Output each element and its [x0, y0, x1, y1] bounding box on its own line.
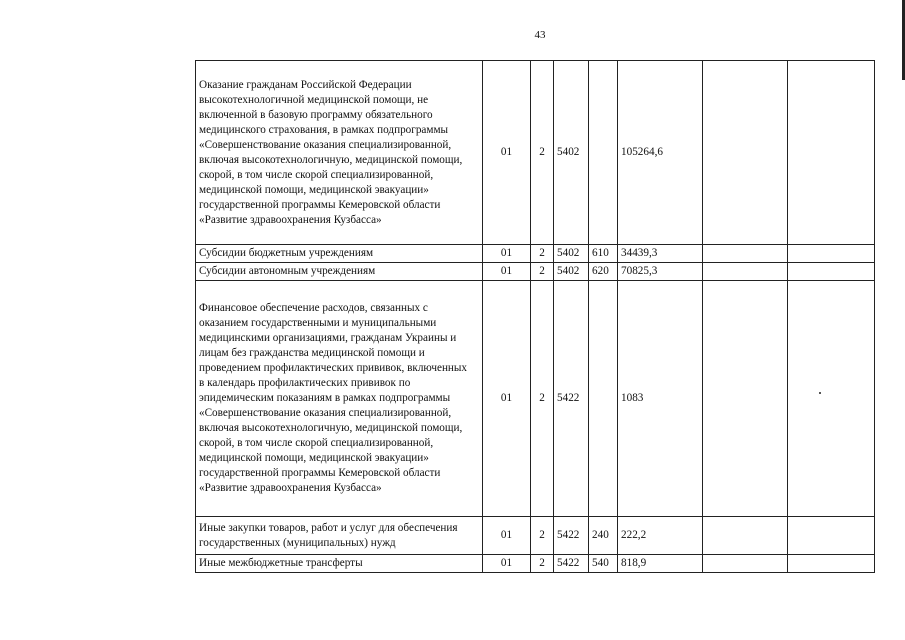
row-program-code: 01 [483, 245, 531, 263]
row-direction-code: 5402 [554, 263, 589, 281]
row-name: Иные закупки товаров, работ и услуг для обеспечения государственных (муниципальных) нужд [196, 517, 483, 555]
row-subprogram-code: 2 [531, 263, 554, 281]
row-amount: 222,2 [618, 517, 703, 555]
row-subprogram-code: 2 [531, 517, 554, 555]
row-program-code: 01 [483, 281, 531, 517]
row-empty-cell [788, 245, 875, 263]
row-empty-cell [788, 263, 875, 281]
row-amount: 105264,6 [618, 61, 703, 245]
row-empty-cell [788, 281, 875, 517]
row-program-code: 01 [483, 263, 531, 281]
row-subprogram-code: 2 [531, 555, 554, 573]
row-empty-cell [703, 555, 788, 573]
row-empty-cell [788, 517, 875, 555]
row-direction-code: 5422 [554, 517, 589, 555]
row-name: Оказание гражданам Российской Федерации высокотехнологичной медицинской помощи, не включенной в базовую программу обязательного медицинского страхования, в рамках подпрограммы «Совершенствование оказания специализированной, включая высокотехнологичную, медицинской помощи, скорой, в том числе скорой специализированной, медицинской помощи, медицинской эвакуации» государственной программы Кемеровской области «Развитие здравоохранения Кузбасса» [196, 61, 483, 245]
row-empty-cell [788, 61, 875, 245]
row-expense-type: 540 [589, 555, 618, 573]
row-empty-cell [703, 245, 788, 263]
row-expense-type: 610 [589, 245, 618, 263]
row-expense-type [589, 61, 618, 245]
row-expense-type: 620 [589, 263, 618, 281]
row-amount: 70825,3 [618, 263, 703, 281]
row-subprogram-code: 2 [531, 61, 554, 245]
row-program-code: 01 [483, 517, 531, 555]
table-row [196, 555, 875, 573]
row-empty-cell [703, 517, 788, 555]
row-name: Субсидии автономным учреждениям [196, 263, 483, 281]
row-direction-code: 5402 [554, 61, 589, 245]
row-direction-code: 5402 [554, 245, 589, 263]
row-program-code: 01 [483, 61, 531, 245]
table-row [196, 61, 875, 245]
row-expense-type: 240 [589, 517, 618, 555]
row-amount: 1083 [618, 281, 703, 517]
row-empty-cell [703, 281, 788, 517]
row-empty-cell [703, 263, 788, 281]
table-row [196, 245, 875, 263]
row-program-code: 01 [483, 555, 531, 573]
row-empty-cell [703, 61, 788, 245]
page-number: 43 [534, 29, 546, 41]
row-direction-code: 5422 [554, 555, 589, 573]
budget-table [195, 60, 875, 573]
row-name: Финансовое обеспечение расходов, связанных с оказанием государственными и муниципальными медицинскими организациями, гражданам Украины и лицам без гражданства медицинской помощи и проведением профилактических прививок, включенных в календарь профилактических прививок по эпидемическим показаниям в рамках подпрограммы «Совершенствование оказания специализированной, включая высокотехнологичную, медицинской помощи, скорой, в том числе скорой специализированной, медицинской помощи, медицинской эвакуации» государственной программы Кемеровской области «Развитие здравоохранения Кузбасса» [196, 281, 483, 517]
table-row [196, 263, 875, 281]
table-row [196, 517, 875, 555]
row-direction-code: 5422 [554, 281, 589, 517]
row-empty-cell [788, 555, 875, 573]
row-name: Иные межбюджетные трансферты [196, 555, 483, 573]
row-amount: 818,9 [618, 555, 703, 573]
row-expense-type [589, 281, 618, 517]
row-name: Субсидии бюджетным учреждениям [196, 245, 483, 263]
row-amount: 34439,3 [618, 245, 703, 263]
row-subprogram-code: 2 [531, 245, 554, 263]
row-subprogram-code: 2 [531, 281, 554, 517]
table-row [196, 281, 875, 517]
